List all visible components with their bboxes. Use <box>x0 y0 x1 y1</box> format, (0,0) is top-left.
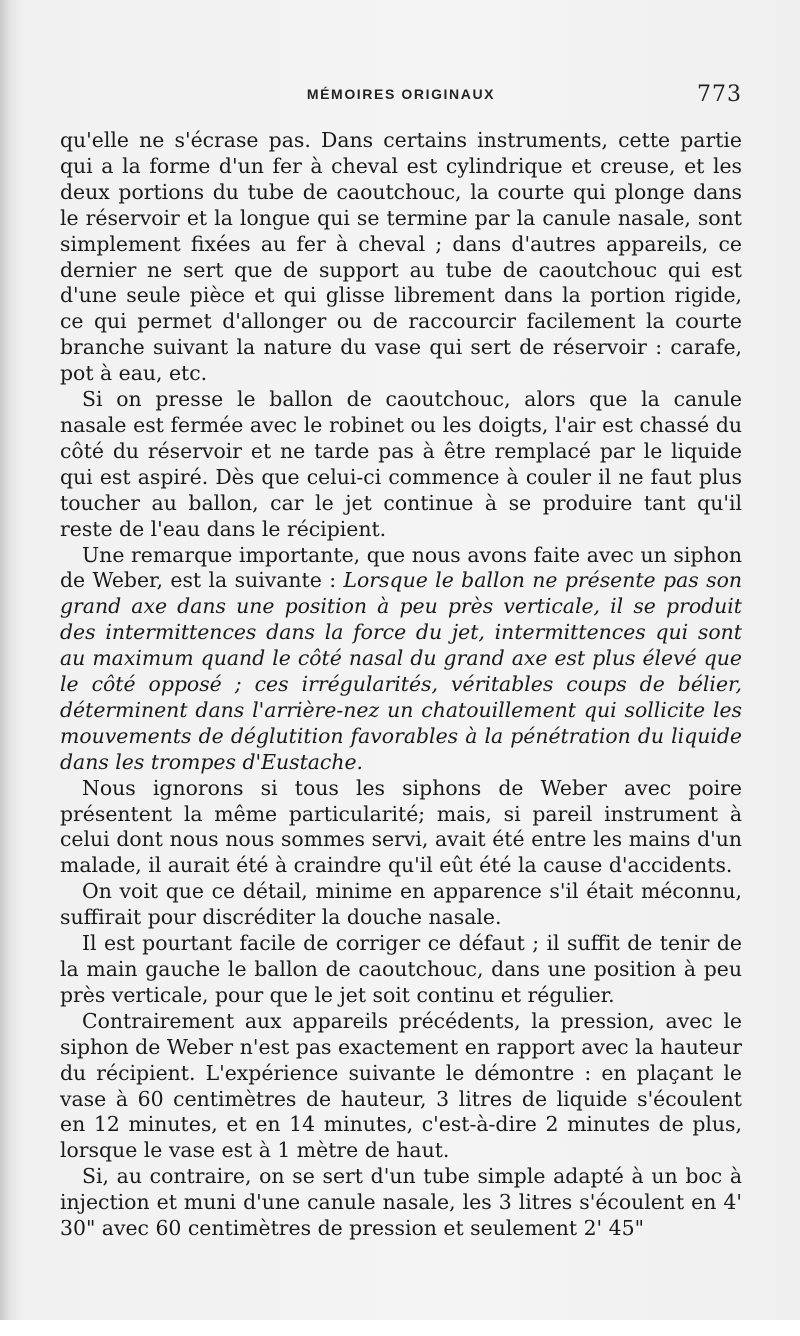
paragraph-3-italic-observation: Lorsque le ballon ne présente pas son grand axe dans une position à peu près verticale, il se produit des intermittences dans la force du jet, intermittences qui sont au maximum quand le côté nasal du grand axe est plus élevé que le côté opposé ; ces irrégularités, véritables coups de bélier, déterminent dans l'arrière-nez un chatouillement qui sollicite les mouvements de déglutition favorables à la pénétration du liquide dans les trompes d'Eustache. <box>60 568 742 774</box>
paragraph-3-lead: Une remarque importante, que nous avons faite avec un siphon de Weber, est la suivante : <box>60 542 742 593</box>
paragraph-4: Nous ignorons si tous les siphons de Weber avec poire présentent la même particularité; mais, si pareil instrument à celui dont nous nous sommes servi, avait été entre les mains d'un malade, il aurait été à craindre qu'il eût été la cause d'accidents. <box>60 775 742 878</box>
paragraph-6: Il est pourtant facile de corriger ce défaut ; il suffit de tenir de la main gauche le ballon de caoutchouc, dans une position à peu près verticale, pour que le jet soit continu et régulier. <box>60 931 742 1007</box>
paragraph-3 <box>60 543 742 776</box>
paragraph-1: qu'elle ne s'écrase pas. Dans certains instruments, cette partie qui a la forme d'un fer à cheval est cylindrique et creuse, et les deux portions du tube de caoutchouc, la courte qui plonge dans le réservoir et la longue qui se termine par la canule nasale, sont simplement fixées au fer à cheval ; dans d'autres appareils, ce dernier ne sert que de support au tube de caoutchouc qui est d'une seule pièce et qui glisse librement dans la portion rigide, ce qui permet d'allonger ou de raccourcir facilement la courte branche suivant la nature du vase qui sert de réservoir : carafe, pot à eau, etc. <box>60 128 742 386</box>
page-body <box>60 128 742 1242</box>
paragraph-7: Contrairement aux appareils précédents, la pression, avec le siphon de Weber n'est pas exactement en rapport avec la hauteur du récipient. L'expérience suivante le démontre : en plaçant le vase à 60 centimètres de hauteur, 3 litres de liquide s'écoulent en 12 minutes, et en 14 minutes, c'est-à-dire 2 minutes de plus, lorsque le vase est à 1 mètre de haut. <box>60 1008 742 1163</box>
running-title: MÉMOIRES ORIGINAUX <box>306 86 496 102</box>
page-header <box>60 78 742 112</box>
paragraph-5: On voit que ce détail, minime en apparence s'il était méconnu, suffirait pour discréditer la douche nasale. <box>60 879 742 930</box>
page-number: 773 <box>697 82 742 107</box>
paragraph-8: Si, au contraire, on se sert d'un tube simple adapté à un boc à injection et muni d'une canule nasale, les 3 litres s'écoulent en 4' 30" avec 60 centimètres de pression et seulement 2' 45" <box>60 1164 742 1241</box>
paragraph-2: Si on presse le ballon de caoutchouc, alors que la canule nasale est fermée avec le robinet ou les doigts, l'air est chassé du côté du réservoir et ne tarde pas à être remplacé par le liquide qui est aspiré. Dès que celui-ci commence à couler il ne faut plus toucher au ballon, car le jet continue à se produire tant qu'il reste de l'eau dans le récipient. <box>60 387 742 541</box>
